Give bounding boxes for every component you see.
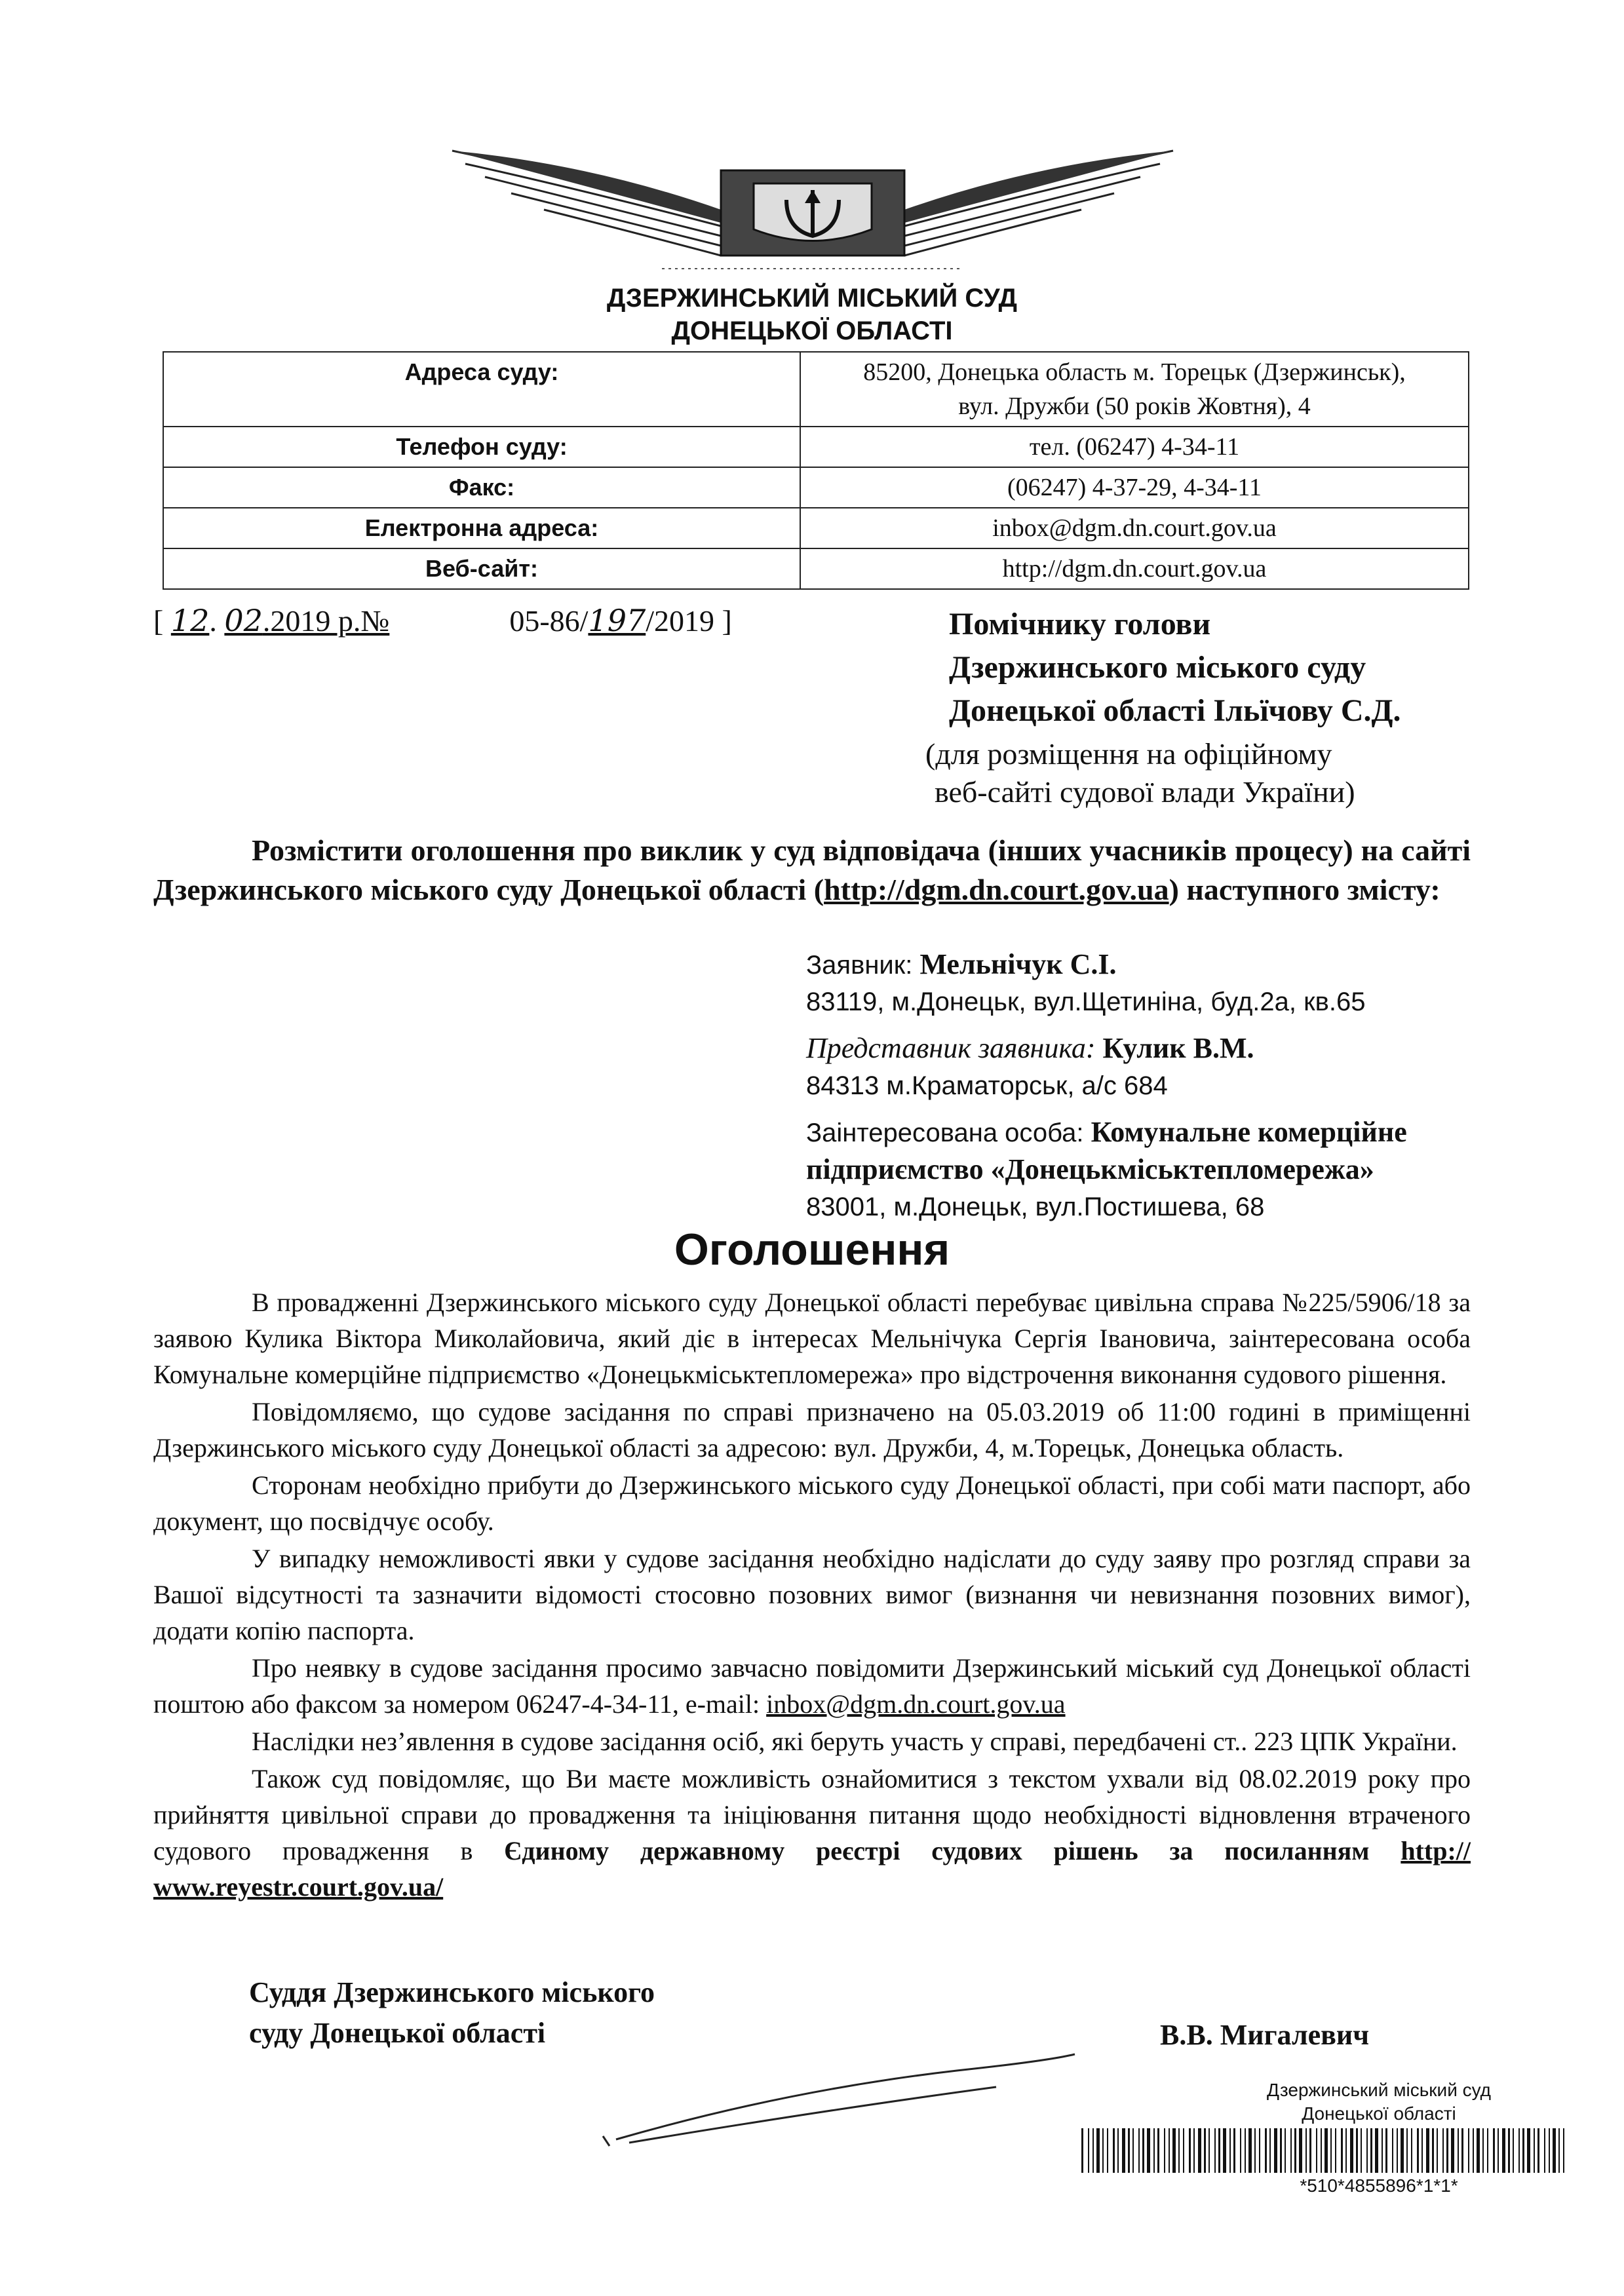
fax-value: (06247) 4-37-29, 4-34-11 [800,467,1469,508]
court-emblem [446,138,1180,282]
applicant-name: Мельнічук С.І. [919,948,1117,980]
barcode-bar [1392,2128,1393,2173]
barcode-bar [1198,2128,1201,2173]
barcode-bar [1189,2128,1191,2173]
addressee-line2: Дзержинського міського суду [949,650,1366,685]
table-row [163,427,1469,467]
barcode-bar [1461,2128,1463,2173]
barcode-bar [1411,2128,1412,2173]
barcode-bar [1544,2128,1545,2173]
announcement-body [153,1284,1471,1906]
barcode-bar [1240,2128,1241,2173]
barcode-bar [1305,2128,1307,2173]
contact-table [163,351,1469,590]
barcode-bar [1183,2128,1184,2173]
barcode-bar [1458,2128,1459,2173]
barcode-bar [1113,2128,1115,2173]
barcode-bar [1401,2128,1404,2173]
table-row [163,467,1469,508]
interested-label: Заінтересована особа: [806,1119,1091,1147]
rep-name: Кулик В.М. [1102,1032,1254,1064]
barcode-bar [1088,2128,1089,2173]
email-value[interactable]: inbox@dgm.dn.court.gov.ua [800,508,1469,548]
barcode-bar [1096,2128,1100,2173]
website-value[interactable]: http://dgm.dn.court.gov.ua [800,548,1469,589]
announcement-paragraph-7 [153,1761,1471,1905]
barcode-bar [1513,2128,1514,2173]
announcement-paragraph-4: У випадку неможливості явки у судове засідання необхідно надіслати до суду заяву про розгляд справи за Вашої відсутності та зазначити відомості стосовно позовних вимог (визнання чи невизнання позовних вимог), додати копію паспорта. [153,1544,1471,1645]
intro-paragraph [153,831,1471,909]
barcode-bar [1214,2128,1216,2173]
announcement-paragraph-5 [153,1650,1471,1722]
barcode-bar [1477,2128,1480,2173]
email-label: Електронна адреса: [163,508,800,548]
barcode-bar [1361,2128,1362,2173]
barcode-bar [1468,2128,1469,2173]
barcode-bar [1153,2128,1155,2173]
table-row [163,352,1469,427]
barcode-bar [1081,2128,1083,2173]
barcode-bar [1382,2128,1383,2173]
court-name-line1: ДЗЕРЖИНСЬКИЙ МІСЬКИЙ СУД [606,284,1018,313]
barcode-bar [1142,2128,1144,2173]
barcode-bar [1208,2128,1210,2173]
judge-line2: суду Донецької області [249,2017,546,2049]
addressee [949,603,1401,733]
barcode-bar [1223,2128,1226,2173]
barcode-bar [1299,2128,1302,2173]
barcode-bar [1138,2128,1140,2173]
barcode-bar [1366,2128,1368,2173]
ref-month: 02 [224,603,263,638]
barcode-bar [1269,2128,1271,2173]
barcode-bar [1294,2128,1296,2173]
address-value [800,352,1469,427]
barcode-bar [1193,2128,1195,2173]
fax-label: Факс: [163,467,800,508]
barcode-bar [1172,2128,1176,2173]
barcode-bar [1341,2128,1343,2173]
barcode-bar [1451,2128,1454,2173]
barcode-bar [1102,2128,1104,2173]
announcement-paragraph-3: Сторонам необхідно прибути до Дзержинського міського суду Донецької області, при собі мати паспорт, або документ, що посвідчує особу. [153,1470,1471,1536]
addressee-note-line1: (для розміщення на офіційному [925,737,1332,771]
addressee-note-line2: веб-сайті судової влади України) [935,775,1355,809]
applicant-label: Заявник: [806,951,920,980]
barcode-bar [1345,2128,1347,2173]
rep-label: Представник заявника: [806,1032,1103,1064]
barcode-bar [1558,2128,1560,2173]
p7-link[interactable]: http:// www.reyestr.court.gov.ua/ [153,1836,1471,1902]
barcode-bar [1274,2128,1277,2173]
judge-line1: Суддя Дзержинського міського [249,1976,655,2008]
barcode-bar [1309,2128,1311,2173]
barcode-bar [1522,2128,1524,2173]
interested-name-line1: Комунальне комерційне [1091,1116,1407,1148]
barcode-bar [1265,2128,1267,2173]
phone-label: Телефон суду: [163,427,800,467]
addressee-line3: Донецької області Ільїчову С.Д. [949,693,1401,728]
barcode-bar [1446,2128,1448,2173]
intro-link[interactable]: http://dgm.dn.court.gov.ua [824,873,1169,906]
rep-address: 84313 м.Краматорськ, а/с 684 [806,1071,1168,1100]
barcode-bar [1537,2128,1539,2173]
barcode-bar [1248,2128,1252,2173]
barcode-bar [1534,2128,1535,2173]
barcode-bar [1233,2128,1235,2173]
barcode-bar [1316,2128,1317,2173]
barcode-bar [1178,2128,1180,2173]
barcode-bar [1107,2128,1108,2173]
announcement-title: Оголошення [674,1225,950,1274]
barcode-bar [1330,2128,1332,2173]
barcode-bar [1122,2128,1125,2173]
barcode-bar [1254,2128,1256,2173]
barcode-bar [1204,2128,1206,2173]
judge-name: В.В. Мигалевич [1160,2019,1370,2051]
applicant-address: 83119, м.Донецьк, вул.Щетиніна, буд.2а, кв.65 [806,987,1366,1016]
ref-number-prefix: 05-86/ [509,604,589,638]
barcode-text: *510*4855896*1*1* [1300,2175,1458,2196]
barcode-bar [1335,2128,1336,2173]
p7-text: Також суд повідомляє, що Ви маєте можливість ознайомитися з текстом ухвали від 08.02.2019 року про прийняття цивільної справи до провадження та ініціювання питання щодо необхідності відновлення втраченого судового провадження в [153,1764,1471,1866]
barcode-bar [1370,2128,1372,2173]
barcode-bar [1290,2128,1292,2173]
reference-line: [ 12. 02.2019 р.№ 05-86/197/2019 ] [153,603,732,638]
barcode-bar [1321,2128,1322,2173]
p7-bold: Єдиному державному реєстрі судових рішень за посиланням [504,1836,1401,1866]
interested-address: 83001, м.Донецьк, вул.Постишева, 68 [806,1193,1265,1221]
barcode-bar [1527,2128,1530,2173]
ref-day: 12 [170,603,210,638]
barcode-bar [1432,2128,1434,2173]
address-label: Адреса суду: [163,352,800,427]
barcode-bar [1164,2128,1165,2173]
barcode [1081,2128,1566,2173]
barcode-bar [1426,2128,1429,2173]
intro-text-before: Розмістити оголошення про виклик у суд відповідача (інших учасників процесу) на сайті Дзержинського міського суду Донецької області ( [153,833,1471,906]
barcode-bar [1169,2128,1170,2173]
ref-year: .2019 р.№ [262,604,390,638]
barcode-bar [1502,2128,1505,2173]
p5-text: Про неявку в судове засідання просимо завчасно повідомити Дзержинський міський суд Донецької області поштою або факсом за номером 06247-4-34-11, e-mail: [153,1653,1471,1719]
table-row [163,548,1469,589]
barcode-bar [1437,2128,1438,2173]
court-name-line2: ДОНЕЦЬКОЇ ОБЛАСТІ [671,316,953,345]
website-label: Веб-сайт: [163,548,800,589]
barcode-bar [1442,2128,1444,2173]
ref-close-bracket: ] [722,604,732,638]
barcode-bar [1406,2128,1408,2173]
addressee-note [925,735,1355,811]
court-name [0,282,1624,347]
barcode-bar [1259,2128,1260,2173]
barcode-bar [1350,2128,1353,2173]
barcode-bar [1092,2128,1094,2173]
party-interested [806,1114,1407,1225]
barcode-bar [1147,2128,1150,2173]
barcode-bar [1493,2128,1495,2173]
barcode-bar [1508,2128,1510,2173]
barcode-bar [1280,2128,1282,2173]
barcode-bar [1417,2128,1419,2173]
party-applicant [806,946,1366,1020]
barcode-bar [1132,2128,1134,2173]
address-line1: 85200, Донецька область м. Торецьк (Дзержинськ), [863,358,1406,386]
intro-text-after: ) наступного змісту: [1169,873,1440,906]
barcode-bar [1473,2128,1474,2173]
judge-title [249,1972,655,2054]
barcode-bar [1518,2128,1520,2173]
phone-value: тел. (06247) 4-34-11 [800,427,1469,467]
stamp-line1: Дзержинський міський суд [1266,2080,1492,2100]
barcode-bar [1285,2128,1286,2173]
announcement-paragraph-2: Повідомляємо, що судове засідання по справі призначено на 05.03.2019 об 11:00 годині в приміщенні Дзержинського міського суду Донецької області за адресою: вул. Дружби, 4, м.Торецьк, Донецька область. [153,1397,1471,1463]
barcode-bar [1421,2128,1423,2173]
barcode-bar [1375,2128,1378,2173]
barcode-bar [1498,2128,1499,2173]
barcode-bar [1553,2128,1556,2173]
barcode-bar [1563,2128,1564,2173]
announcement-paragraph-6: Наслідки нез’явлення в судове засідання осіб, які беруть участь у справі, передбачені ст.. 223 ЦПК України. [252,1727,1458,1756]
ref-number-hand: 197 [588,603,646,638]
barcode-bar [1549,2128,1550,2173]
barcode-bar [1356,2128,1358,2173]
barcode-bar [1397,2128,1398,2173]
barcode-bar [1218,2128,1220,2173]
barcode-bar [1229,2128,1231,2173]
stamp-line2: Донецької області [1302,2103,1456,2124]
table-row [163,508,1469,548]
ref-open-bracket: [ [153,604,164,638]
address-line2: вул. Дружби (50 років Жовтня), 4 [958,392,1311,420]
party-representative [806,1030,1254,1104]
barcode-bar [1117,2128,1119,2173]
barcode-bar [1128,2128,1130,2173]
barcode-bar [1385,2128,1387,2173]
p5-email-link[interactable]: inbox@dgm.dn.court.gov.ua [766,1689,1066,1719]
stamp-text [1195,2078,1562,2126]
barcode-bar [1482,2128,1484,2173]
barcode-bar [1487,2128,1488,2173]
barcode-bar [1157,2128,1159,2173]
barcode-bar [1245,2128,1246,2173]
ref-number-suffix: /2019 [646,604,715,638]
handwritten-signature [590,2051,1088,2149]
announcement-paragraph-1: В провадженні Дзержинського міського суду Донецької області перебуває цивільна справа №225/5906/18 за заявою Кулика Віктора Миколайовича, який діє в інтересах Мельнічука Сергія Івановича, заінтересована особа Комунальне комерційне підприємство «Донецькміськтепломережа» про відстрочення виконання судового рішення. [153,1288,1471,1389]
addressee-line1: Помічнику голови [949,607,1211,641]
barcode-bar [1324,2128,1328,2173]
interested-name-line2: підприємство «Донецькміськтепломережа» [806,1153,1374,1185]
